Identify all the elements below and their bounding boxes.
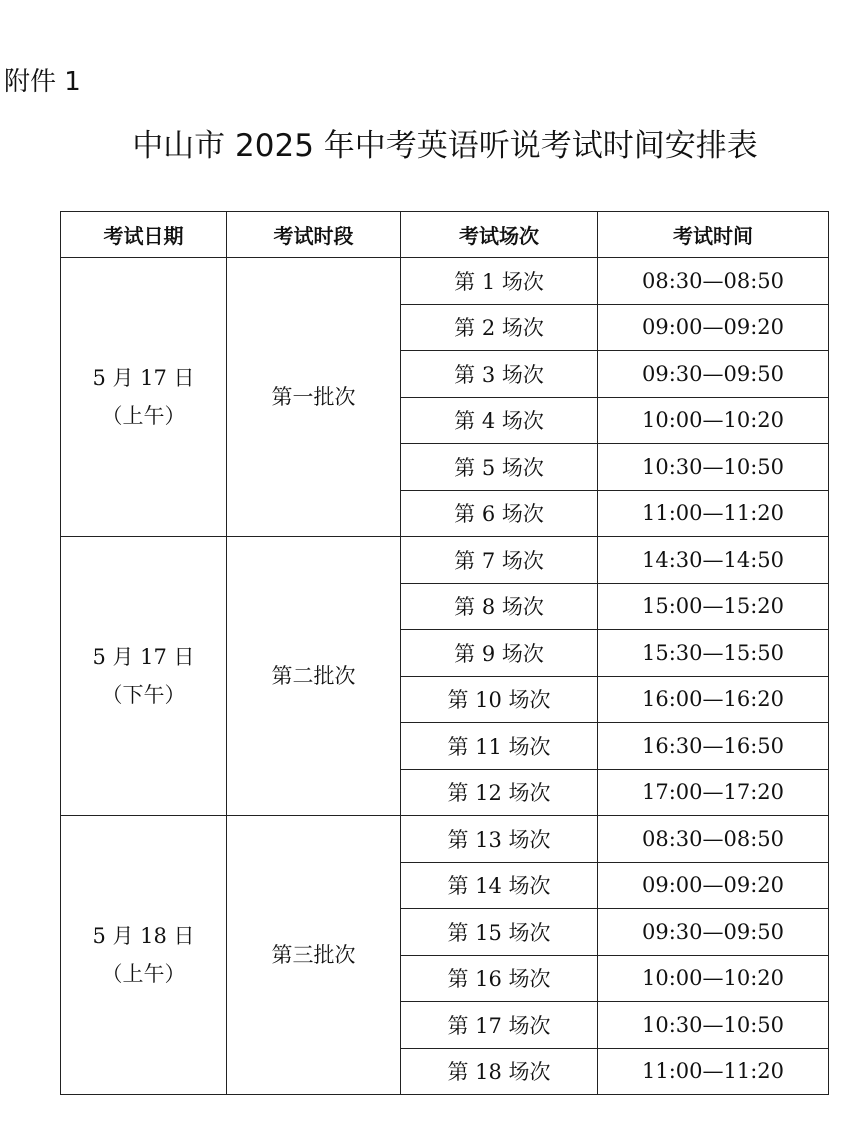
time-cell: 10:00—10:20: [598, 955, 829, 1002]
session-cell: 第 3 场次: [401, 351, 598, 398]
session-cell: 第 5 场次: [401, 444, 598, 491]
session-cell: 第 12 场次: [401, 769, 598, 816]
session-cell: 第 11 场次: [401, 723, 598, 770]
batch-cell: 第三批次: [227, 816, 401, 1095]
page-title: 中山市 2025 年中考英语听说考试时间安排表: [132, 128, 758, 164]
time-cell: 10:00—10:20: [598, 397, 829, 444]
period-text: （上午）: [101, 962, 186, 986]
session-cell: 第 8 场次: [401, 583, 598, 630]
time-cell: 15:00—15:20: [598, 583, 829, 630]
schedule-table: [60, 211, 829, 1095]
table-row: [61, 537, 829, 584]
header-exam-period: 考试时段: [227, 212, 401, 258]
date-cell: [61, 537, 227, 816]
time-cell: 11:00—11:20: [598, 490, 829, 537]
time-cell: 09:00—09:20: [598, 304, 829, 351]
session-cell: 第 4 场次: [401, 397, 598, 444]
date-text: 5 月 17 日: [92, 366, 195, 390]
session-cell: 第 6 场次: [401, 490, 598, 537]
time-cell: 08:30—08:50: [598, 816, 829, 863]
session-cell: 第 18 场次: [401, 1048, 598, 1095]
session-cell: 第 9 场次: [401, 630, 598, 677]
period-text: （下午）: [101, 683, 186, 707]
time-cell: 16:00—16:20: [598, 676, 829, 723]
session-cell: 第 1 场次: [401, 258, 598, 305]
time-cell: 10:30—10:50: [598, 1002, 829, 1049]
time-cell: 09:30—09:50: [598, 909, 829, 956]
date-cell: [61, 816, 227, 1095]
session-cell: 第 13 场次: [401, 816, 598, 863]
table-header-row: [61, 212, 829, 258]
session-cell: 第 7 场次: [401, 537, 598, 584]
session-cell: 第 2 场次: [401, 304, 598, 351]
time-cell: 11:00—11:20: [598, 1048, 829, 1095]
attachment-label: 附件 1: [4, 67, 81, 97]
batch-cell: 第一批次: [227, 258, 401, 537]
date-text: 5 月 18 日: [92, 924, 195, 948]
time-cell: 17:00—17:20: [598, 769, 829, 816]
time-cell: 09:30—09:50: [598, 351, 829, 398]
period-text: （上午）: [101, 404, 186, 428]
table-row: [61, 816, 829, 863]
header-exam-date: 考试日期: [61, 212, 227, 258]
time-cell: 08:30—08:50: [598, 258, 829, 305]
session-cell: 第 16 场次: [401, 955, 598, 1002]
date-cell: [61, 258, 227, 537]
session-cell: 第 10 场次: [401, 676, 598, 723]
time-cell: 09:00—09:20: [598, 862, 829, 909]
date-text: 5 月 17 日: [92, 645, 195, 669]
batch-cell: 第二批次: [227, 537, 401, 816]
time-cell: 10:30—10:50: [598, 444, 829, 491]
time-cell: 15:30—15:50: [598, 630, 829, 677]
session-cell: 第 17 场次: [401, 1002, 598, 1049]
session-cell: 第 14 场次: [401, 862, 598, 909]
time-cell: 14:30—14:50: [598, 537, 829, 584]
header-exam-time: 考试时间: [598, 212, 829, 258]
time-cell: 16:30—16:50: [598, 723, 829, 770]
table-row: [61, 258, 829, 305]
header-exam-session: 考试场次: [401, 212, 598, 258]
session-cell: 第 15 场次: [401, 909, 598, 956]
